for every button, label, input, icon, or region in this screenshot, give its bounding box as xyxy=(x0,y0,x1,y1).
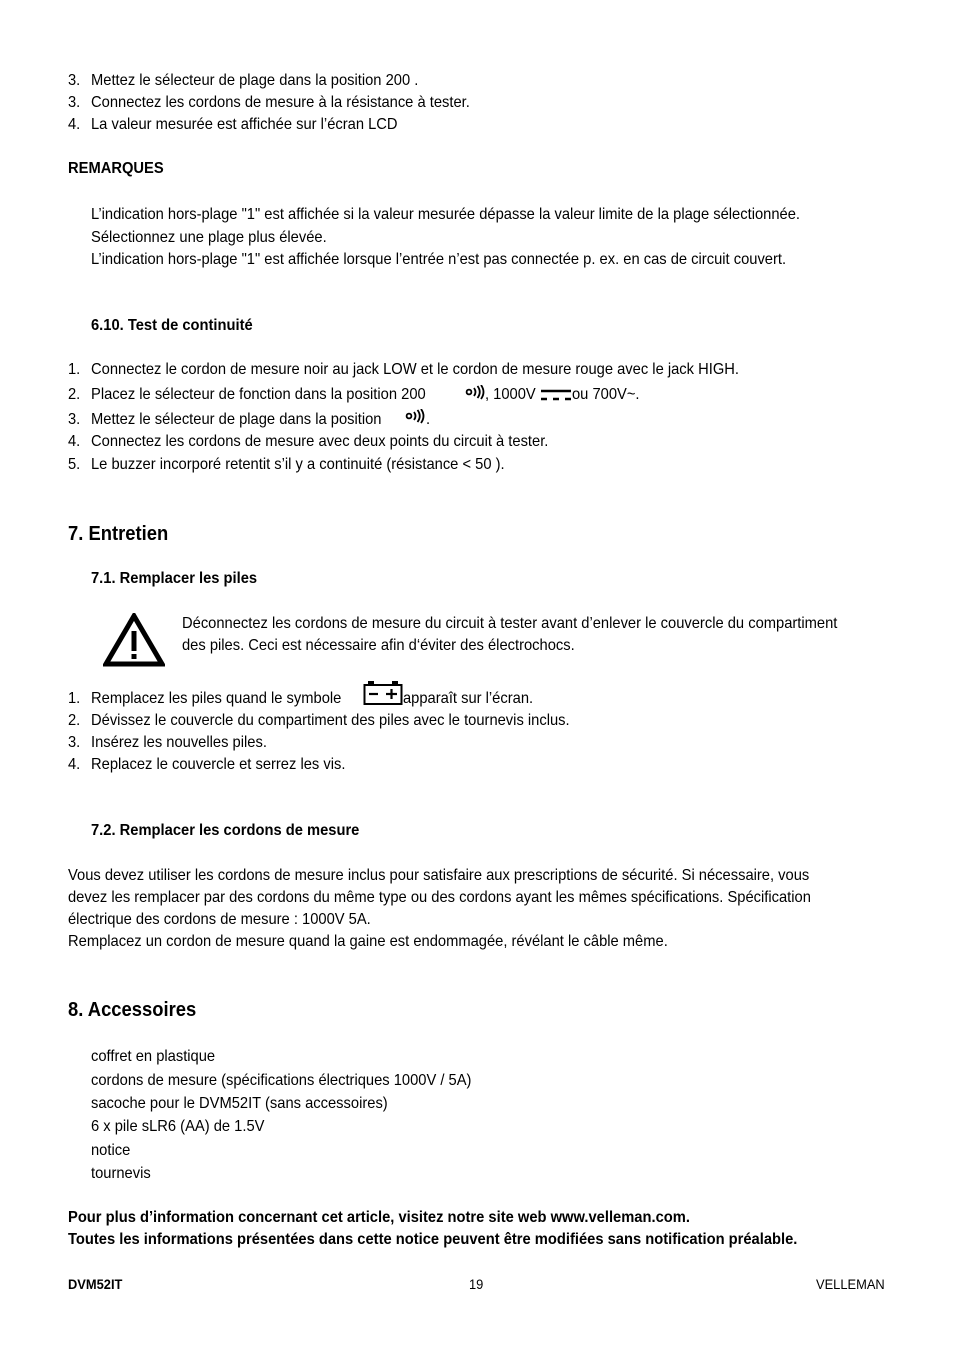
list-number: 4. xyxy=(68,756,81,773)
paragraph-line: Remplacez un cordon de mesure quand la gaine est endommagée, révélant le câble même. xyxy=(68,933,668,950)
subsection-heading: 7.2. Remplacer les cordons de mesure xyxy=(91,822,360,839)
list-item-continued: , 1000V xyxy=(485,386,536,403)
list-item: Mettez le sélecteur de plage dans la position 200 . xyxy=(91,72,419,89)
battery-icon xyxy=(363,680,403,706)
closing-note: Toutes les informations présentées dans cette notice peuvent être modifiées sans notification préalable. xyxy=(68,1231,798,1248)
paragraph-line: électrique des cordons de mesure : 1000V 5A. xyxy=(68,911,371,928)
list-number: 4. xyxy=(68,433,81,450)
list-item: Mettez le sélecteur de plage dans la position xyxy=(91,411,382,428)
list-item: Connectez les cordons de mesure avec deux points du circuit à tester. xyxy=(91,433,549,450)
footer-page-number: 19 xyxy=(469,1276,484,1292)
list-number: 4. xyxy=(68,116,81,133)
accessory-item: notice xyxy=(91,1142,131,1159)
remark-line: L’indication hors-plage "1" est affichée si la valeur mesurée dépasse la valeur limite de la plage sélectionnée. xyxy=(91,206,800,223)
list-item-continued: ou 700V~. xyxy=(572,386,640,403)
list-item-continued: apparaît sur l’écran. xyxy=(403,690,534,707)
warning-text: Déconnectez les cordons de mesure du circuit à tester avant d’enlever le couvercle du compartiment xyxy=(182,615,838,632)
section-heading: 7. Entretien xyxy=(68,523,169,545)
paragraph-line: Vous devez utiliser les cordons de mesure inclus pour satisfaire aux prescriptions de sécurité. Si nécessaire, vous xyxy=(68,867,810,884)
accessory-item: cordons de mesure (spécifications électriques 1000V / 5A) xyxy=(91,1072,472,1089)
warning-triangle-icon xyxy=(103,613,165,667)
list-item: Remplacez les piles quand le symbole xyxy=(91,690,342,707)
footer-model: DVM52IT xyxy=(68,1276,123,1292)
list-item: Le buzzer incorporé retentit s’il y a continuité (résistance < 50 ). xyxy=(91,456,505,473)
accessory-item: sacoche pour le DVM52IT (sans accessoires) xyxy=(91,1095,388,1112)
list-number: 5. xyxy=(68,456,81,473)
list-number: 1. xyxy=(68,361,81,378)
continuity-heading: 6.10. Test de continuité xyxy=(91,317,253,334)
list-number: 3. xyxy=(68,94,81,111)
list-item: Insérez les nouvelles piles. xyxy=(91,734,267,751)
section-heading: 8. Accessoires xyxy=(68,999,197,1021)
list-number: 3. xyxy=(68,411,81,428)
accessory-item: tournevis xyxy=(91,1165,151,1182)
accessory-item: 6 x pile sLR6 (AA) de 1.5V xyxy=(91,1118,265,1135)
warning-text: des piles. Ceci est nécessaire afin d‘éviter des électrochocs. xyxy=(182,637,575,654)
remarks-heading: REMARQUES xyxy=(68,160,164,177)
list-item: Connectez le cordon de mesure noir au jack LOW et le cordon de mesure rouge avec le jack HIGH. xyxy=(91,361,739,378)
list-number: 3. xyxy=(68,72,81,89)
list-number: 3. xyxy=(68,734,81,751)
list-number: 2. xyxy=(68,386,81,403)
paragraph-line: devez les remplacer par des cordons du même type ou des cordons ayant les mêmes spécifications. Spécification xyxy=(68,889,811,906)
footer-brand: VELLEMAN xyxy=(816,1276,885,1292)
continuity-sound-icon xyxy=(405,409,425,425)
list-item: Connectez les cordons de mesure à la résistance à tester. xyxy=(91,94,470,111)
list-number: 2. xyxy=(68,712,81,729)
list-item: La valeur mesurée est affichée sur l’écran LCD xyxy=(91,116,398,133)
continuity-sound-icon xyxy=(465,385,485,401)
subsection-heading: 7.1. Remplacer les piles xyxy=(91,570,258,587)
dc-symbol-icon xyxy=(539,388,573,402)
list-item: Replacez le couvercle et serrez les vis. xyxy=(91,756,346,773)
remark-line: L’indication hors-plage "1" est affichée lorsque l’entrée n’est pas connectée p. ex. en cas de circuit couvert. xyxy=(91,251,787,268)
list-item: Dévissez le couvercle du compartiment des piles avec le tournevis inclus. xyxy=(91,712,570,729)
closing-note: Pour plus d’information concernant cet article, visitez notre site web www.velleman.com. xyxy=(68,1209,690,1226)
list-item: Placez le sélecteur de fonction dans la position 200 xyxy=(91,386,426,403)
list-number: 1. xyxy=(68,690,81,707)
list-item-continued: . xyxy=(426,411,431,428)
remark-line: Sélectionnez une plage plus élevée. xyxy=(91,229,327,246)
accessory-item: coffret en plastique xyxy=(91,1048,216,1065)
